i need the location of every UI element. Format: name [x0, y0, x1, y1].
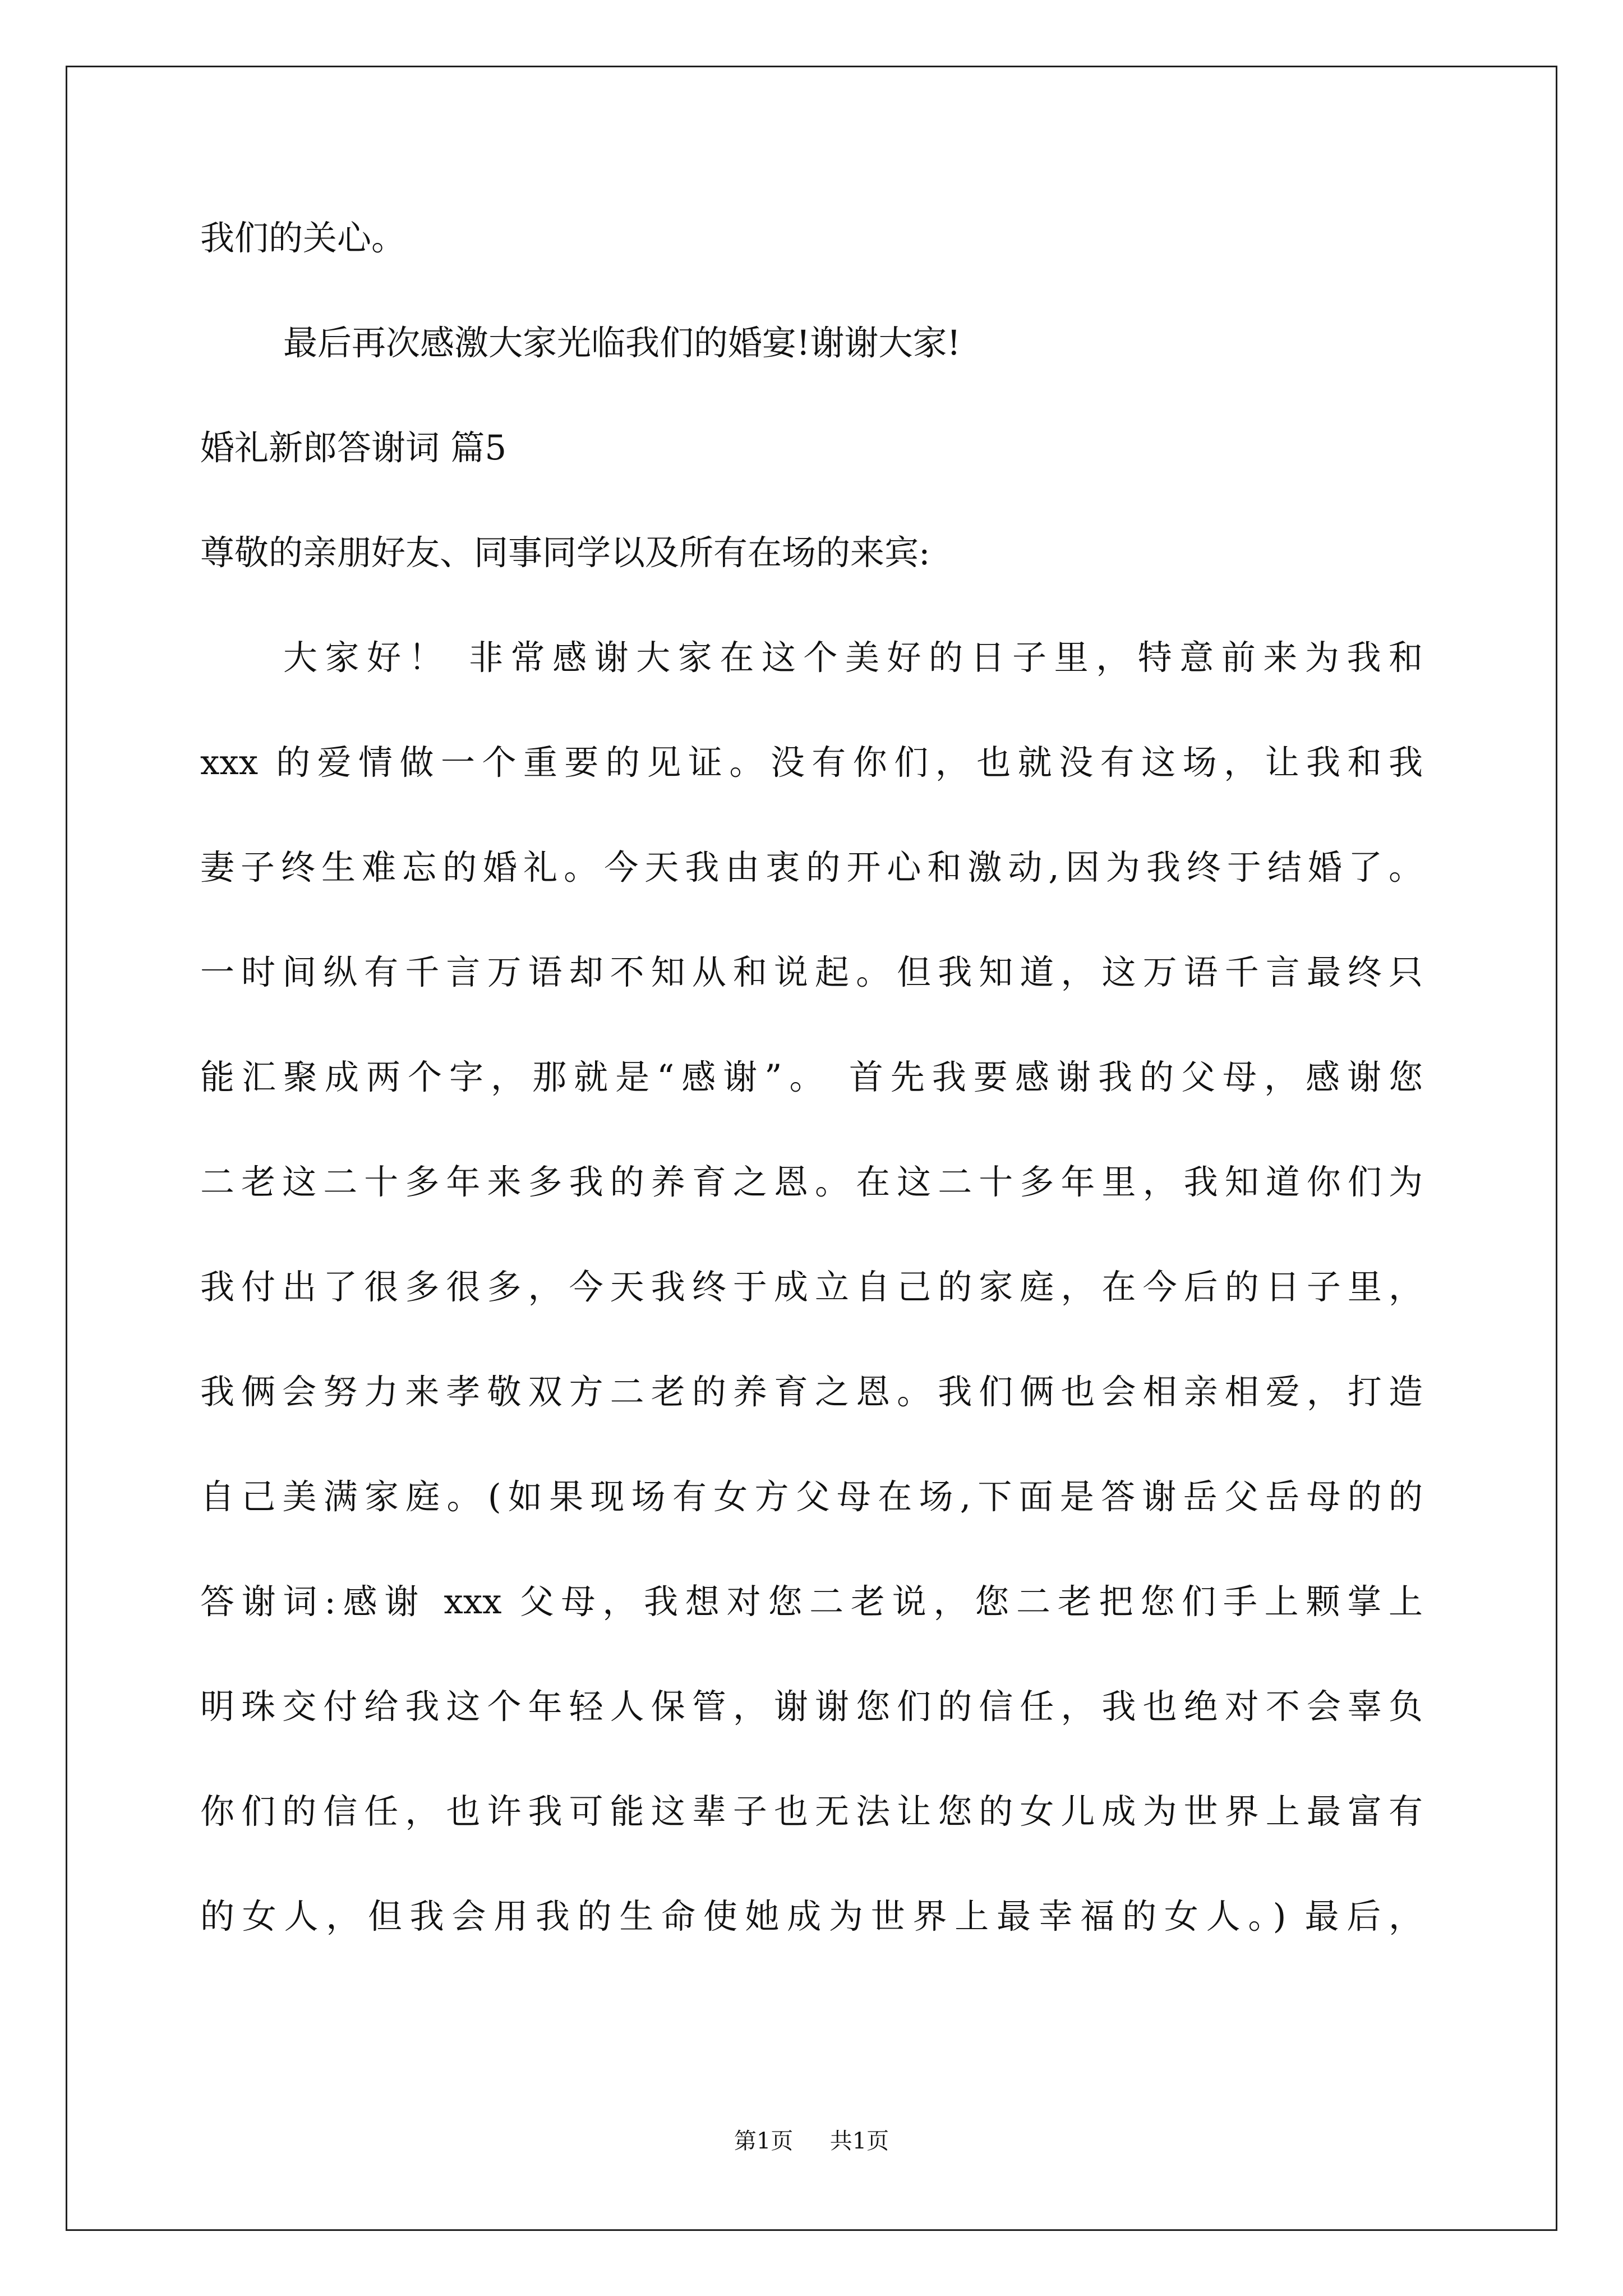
text-line: 妻子终生难忘的婚礼。今天我由衷的开心和激动,因为我终于结婚了。 [200, 848, 1423, 887]
section-heading: 婚礼新郎答谢词 篇5 [200, 428, 507, 468]
text-line: 答谢词:感谢 xxx 父母，我想对您二老说，您二老把您们手上颗掌上 [200, 1582, 1423, 1622]
salutation: 尊敬的亲朋好友、同事同学以及所有在场的来宾: [200, 533, 930, 573]
text-line: 自己美满家庭。(如果现场有女方父母在场,下面是答谢岳父岳母的的 [200, 1477, 1423, 1517]
text-line: 我们的关心。 [200, 218, 406, 258]
page-total: 共1页 [829, 2128, 889, 2154]
text-line: 二老这二十多年来多我的养育之恩。在这二十多年里，我知道你们为 [200, 1162, 1423, 1202]
text-line: 的女人，但我会用我的生命使她成为世界上最幸福的女人。) 最后， [200, 1897, 1423, 1936]
text-line: 明珠交付给我这个年轻人保管，谢谢您们的信任，我也绝对不会辜负 [200, 1687, 1423, 1727]
text-line: 你们的信任，也许我可能这辈子也无法让您的女儿成为世界上最富有 [200, 1792, 1423, 1832]
text-line: 我俩会努力来孝敬双方二老的养育之恩。我们俩也会相亲相爱，打造 [200, 1372, 1423, 1412]
text-line: 一时间纵有千言万语却不知从和说起。但我知道，这万语千言最终只 [200, 953, 1423, 992]
page-footer [0, 2127, 1623, 2155]
text-line: 最后再次感激大家光临我们的婚宴!谢谢大家! [283, 323, 961, 363]
text-line: 我付出了很多很多，今天我终于成立自己的家庭，在今后的日子里， [200, 1267, 1423, 1307]
page-number: 第1页 [734, 2128, 794, 2154]
text-line: 能汇聚成两个字，那就是“感谢”。 首先我要感谢我的父母，感谢您 [200, 1057, 1423, 1097]
text-line: xxx 的爱情做一个重要的见证。没有你们，也就没有这场，让我和我 [200, 743, 1423, 783]
text-line: 大家好！ 非常感谢大家在这个美好的日子里，特意前来为我和 [283, 638, 1423, 678]
